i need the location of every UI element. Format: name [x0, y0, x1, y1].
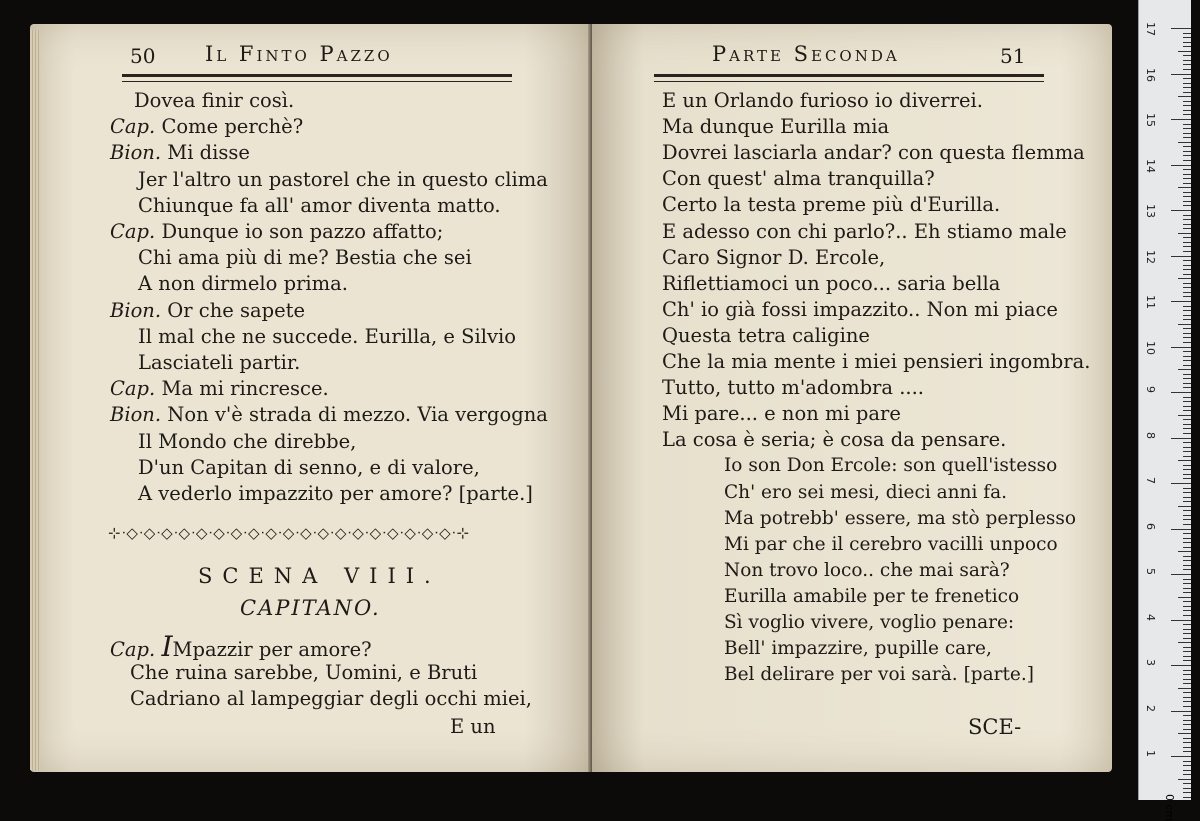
- ruler-minor-tick: [1183, 228, 1191, 229]
- text-line: Bel delirare per voi sarà. [parte.]: [724, 664, 1034, 686]
- ruler-minor-tick: [1183, 128, 1191, 129]
- measurement-ruler: [1138, 0, 1191, 821]
- ruler-minor-tick: [1183, 33, 1191, 34]
- ruler-number: 10: [1144, 340, 1157, 355]
- right-page-number: 51: [1000, 44, 1026, 68]
- text-line: [110, 404, 548, 426]
- text-line: [138, 431, 356, 453]
- ruler-minor-tick: [1183, 788, 1191, 789]
- verse-text: Or che sapete: [167, 298, 306, 322]
- verse-text: A vederlo impazzito per amore? [parte.]: [138, 482, 533, 505]
- verse-text: Cadriano al lampeggiar degli occhi miei,: [130, 687, 532, 710]
- header-rule: [122, 74, 512, 77]
- ruler-minor-tick: [1183, 592, 1191, 593]
- ruler-minor-tick: [1183, 292, 1191, 293]
- ruler-minor-tick: [1178, 551, 1191, 552]
- ruler-number: 7: [1144, 477, 1157, 484]
- text-line: Sì voglio vivere, voglio penare:: [724, 612, 1015, 633]
- ruler-number: 6: [1144, 522, 1157, 530]
- verse-text: Mpazzir per amore?: [172, 638, 372, 661]
- ruler-minor-tick: [1183, 697, 1191, 698]
- ruler-minor-tick: [1183, 133, 1191, 134]
- speaker-label: Cap.: [110, 115, 162, 139]
- text-line: Mi pare... e non mi pare: [662, 402, 901, 426]
- ruler-minor-tick: [1178, 51, 1191, 52]
- ruler-minor-tick: [1183, 729, 1191, 730]
- ruler-minor-tick: [1183, 715, 1191, 716]
- verse-text: Chi ama più di me? Bestia che sei: [138, 246, 472, 270]
- text-line: Riflettiamoci un poco... saria bella: [662, 271, 1001, 295]
- ruler-minor-tick: [1183, 124, 1191, 125]
- ruler-minor-tick: [1183, 251, 1191, 252]
- ruler-minor-tick: [1183, 283, 1191, 284]
- text-line: [110, 630, 372, 663]
- text-line: Io son Don Ercole: son quell'istesso: [724, 455, 1058, 477]
- text-line: E adesso con chi parlo?.. Eh stiamo male: [662, 219, 1067, 243]
- ruler-major-tick: [1171, 119, 1191, 120]
- ruler-minor-tick: [1183, 87, 1191, 88]
- ruler-minor-tick: [1183, 542, 1191, 543]
- ruler-minor-tick: [1183, 742, 1191, 743]
- text-line: [138, 352, 300, 374]
- ruler-minor-tick: [1183, 383, 1191, 384]
- verse-text: Il Mondo che direbbe,: [138, 429, 357, 453]
- verse-text: Ma mi rincresce.: [161, 377, 329, 401]
- text-line: [138, 195, 501, 217]
- ruler-minor-tick: [1183, 683, 1191, 684]
- ruler-major-tick: [1171, 665, 1191, 666]
- ruler-minor-tick: [1183, 333, 1191, 334]
- ruler-major-tick: [1171, 301, 1191, 302]
- ruler-minor-tick: [1183, 274, 1191, 275]
- ruler-minor-tick: [1183, 547, 1191, 548]
- ruler-minor-tick: [1183, 670, 1191, 671]
- ruler-minor-tick: [1183, 488, 1191, 489]
- verse-text: Dunque io son pazzo affatto;: [161, 220, 444, 243]
- ruler-minor-tick: [1183, 174, 1191, 175]
- ruler-minor-tick: [1183, 706, 1191, 707]
- ruler-minor-tick: [1183, 638, 1191, 639]
- ruler-major-tick: [1171, 574, 1191, 575]
- verse-text: Jer l'altro un pastorel che in questo clima: [138, 167, 548, 191]
- ruler-minor-tick: [1183, 105, 1191, 106]
- ruler-minor-tick: [1183, 747, 1191, 748]
- ruler-minor-tick: [1183, 433, 1191, 434]
- ruler-minor-tick: [1183, 765, 1191, 766]
- ruler-minor-tick: [1183, 169, 1191, 170]
- ruler-minor-tick: [1183, 37, 1191, 38]
- ruler-minor-tick: [1178, 142, 1191, 143]
- text-line: Tutto, tutto m'adombra ....: [662, 376, 924, 400]
- ruler-minor-tick: [1183, 46, 1191, 47]
- ruler-minor-tick: [1183, 146, 1191, 147]
- left-page: [30, 24, 592, 772]
- ruler-minor-tick: [1183, 269, 1191, 270]
- ruler-minor-tick: [1183, 565, 1191, 566]
- ruler-major-tick: [1171, 620, 1191, 621]
- ruler-minor-tick: [1183, 579, 1191, 580]
- ruler-minor-tick: [1183, 137, 1191, 138]
- ruler-minor-tick: [1183, 774, 1191, 775]
- ruler-minor-tick: [1183, 83, 1191, 84]
- left-catchword: E un: [450, 715, 496, 738]
- text-line: [110, 142, 250, 164]
- speaker-label: Cap.: [110, 220, 162, 243]
- verse-text: Mi disse: [167, 141, 250, 165]
- ruler-minor-tick: [1183, 205, 1191, 206]
- ruler-minor-tick: [1183, 679, 1191, 680]
- ruler-minor-tick: [1178, 779, 1191, 780]
- ruler-minor-tick: [1183, 456, 1191, 457]
- text-line: Ch' ero sei mesi, dieci anni fa.: [724, 481, 1008, 503]
- verse-text: Lasciateli partir.: [138, 351, 301, 374]
- ruler-minor-tick: [1183, 215, 1191, 216]
- ruler-minor-tick: [1183, 624, 1191, 625]
- ruler-major-tick: [1171, 28, 1191, 29]
- ruler-minor-tick: [1183, 615, 1191, 616]
- ruler-minor-tick: [1178, 642, 1191, 643]
- ruler-major-tick: [1171, 74, 1191, 75]
- page-edges: [30, 30, 40, 770]
- ruler-minor-tick: [1178, 278, 1191, 279]
- verse-text: Chiunque fa all' amor diventa matto.: [138, 193, 501, 217]
- ruler-minor-tick: [1183, 296, 1191, 297]
- ruler-minor-tick: [1183, 751, 1191, 752]
- ruler-minor-tick: [1183, 287, 1191, 288]
- header-rule-thin: [122, 81, 512, 82]
- text-line: [138, 326, 516, 348]
- header-rule: [654, 74, 1044, 77]
- speaker-label: Bion.: [110, 298, 168, 322]
- verse-text: Che ruina sarebbe, Uomini, e Bruti: [130, 661, 478, 684]
- ruler-minor-tick: [1183, 419, 1191, 420]
- speaker-label: Bion.: [110, 403, 168, 427]
- ruler-minor-tick: [1183, 219, 1191, 220]
- ruler-minor-tick: [1183, 374, 1191, 375]
- ruler-major-tick: [1171, 256, 1191, 257]
- ruler-minor-tick: [1183, 424, 1191, 425]
- ruler-major-tick: [1171, 392, 1191, 393]
- ruler-minor-tick: [1183, 510, 1191, 511]
- ruler-number: 16: [1144, 67, 1157, 82]
- ruler-major-tick: [1171, 529, 1191, 530]
- text-line: [138, 169, 548, 191]
- text-line: [110, 300, 305, 322]
- ruler-minor-tick: [1183, 601, 1191, 602]
- ruler-minor-tick: [1183, 260, 1191, 261]
- ruler-number: 14: [1144, 158, 1157, 173]
- text-line: Ma potrebb' essere, ma stò perplesso: [724, 507, 1077, 529]
- ruler-minor-tick: [1178, 187, 1191, 188]
- ruler-minor-tick: [1183, 60, 1191, 61]
- ruler-minor-tick: [1183, 660, 1191, 661]
- ornamental-divider: ⊹ᐧ◇ᐧ◇ᐧ◇ᐧ◇ᐧ◇ᐧ◇ᐧ◇ᐧ◇ᐧ◇ᐧ◇ᐧ◇ᐧ◇ᐧ◇ᐧ◇ᐧ◇ᐧ◇ᐧ◇ᐧ◇ᐧ◇ᐧ⊹: [108, 524, 471, 542]
- text-line: Certo la testa preme più d'Eurilla.: [662, 193, 1001, 217]
- ruler-number: 5: [1144, 568, 1157, 575]
- ruler-minor-tick: [1183, 378, 1191, 379]
- ruler-minor-tick: [1183, 465, 1191, 466]
- ruler-minor-tick: [1183, 406, 1191, 407]
- ruler-minor-tick: [1183, 92, 1191, 93]
- ruler-minor-tick: [1183, 55, 1191, 56]
- ruler-minor-tick: [1183, 101, 1191, 102]
- ruler-minor-tick: [1183, 556, 1191, 557]
- ruler-minor-tick: [1183, 178, 1191, 179]
- ruler-minor-tick: [1183, 610, 1191, 611]
- ruler-minor-tick: [1178, 96, 1191, 97]
- ruler-minor-tick: [1183, 538, 1191, 539]
- right-catchword: SCE-: [968, 715, 1022, 739]
- ruler-minor-tick: [1183, 351, 1191, 352]
- ruler-minor-tick: [1183, 310, 1191, 311]
- ruler-minor-tick: [1183, 701, 1191, 702]
- ruler-minor-tick: [1183, 792, 1191, 793]
- ruler-minor-tick: [1183, 365, 1191, 366]
- ruler-number: 15: [1144, 113, 1157, 127]
- ruler-minor-tick: [1183, 42, 1191, 43]
- ruler-minor-tick: [1178, 233, 1191, 234]
- text-line: Che la mia mente i miei pensieri ingombra.: [662, 350, 1091, 373]
- speaker-label: Bion.: [110, 141, 168, 165]
- ruler-unit: 0 cm: [1163, 794, 1176, 821]
- ruler-minor-tick: [1178, 415, 1191, 416]
- text-line: Mi par che il cerebro vacilli unpoco: [724, 533, 1058, 555]
- ruler-minor-tick: [1183, 515, 1191, 516]
- ruler-minor-tick: [1183, 192, 1191, 193]
- ruler-number: 11: [1144, 295, 1157, 309]
- ruler-minor-tick: [1183, 265, 1191, 266]
- ruler-number: 8: [1144, 431, 1157, 439]
- right-page: [592, 24, 1112, 772]
- ruler-minor-tick: [1183, 738, 1191, 739]
- ruler-minor-tick: [1183, 629, 1191, 630]
- ruler-number: 2: [1144, 704, 1157, 712]
- ruler-minor-tick: [1183, 692, 1191, 693]
- ruler-number: 4: [1144, 613, 1157, 621]
- ruler-minor-tick: [1183, 155, 1191, 156]
- text-line: Caro Signor D. Ercole,: [662, 245, 886, 269]
- ruler-minor-tick: [1183, 447, 1191, 448]
- verse-text: A non dirmelo prima.: [138, 272, 348, 296]
- text-line: Ch' io già fossi impazzito.. Non mi piace: [662, 297, 1058, 321]
- ruler-minor-tick: [1178, 369, 1191, 370]
- ruler-minor-tick: [1183, 114, 1191, 115]
- text-line: Eurilla amabile per te frenetico: [724, 585, 1020, 607]
- ruler-minor-tick: [1183, 560, 1191, 561]
- ruler-major-tick: [1171, 165, 1191, 166]
- ruler-minor-tick: [1183, 401, 1191, 402]
- text-line: [110, 116, 303, 138]
- ruler-minor-tick: [1183, 337, 1191, 338]
- ruler-major-tick: [1171, 438, 1191, 439]
- ruler-minor-tick: [1183, 533, 1191, 534]
- ruler-minor-tick: [1183, 524, 1191, 525]
- scene-heading: SCENA VIII.: [198, 564, 441, 588]
- ruler-minor-tick: [1183, 497, 1191, 498]
- ruler-minor-tick: [1183, 651, 1191, 652]
- verse-text: Come perchè?: [161, 115, 304, 139]
- ruler-minor-tick: [1183, 724, 1191, 725]
- ruler-minor-tick: [1183, 492, 1191, 493]
- ruler-minor-tick: [1183, 674, 1191, 675]
- ruler-minor-tick: [1183, 428, 1191, 429]
- ruler-minor-tick: [1183, 151, 1191, 152]
- ruler-minor-tick: [1183, 328, 1191, 329]
- ruler-minor-tick: [1178, 733, 1191, 734]
- ruler-number: 12: [1144, 249, 1157, 264]
- ruler-minor-tick: [1183, 237, 1191, 238]
- ruler-minor-tick: [1183, 519, 1191, 520]
- speaker-label: Cap.: [110, 638, 162, 661]
- ruler-minor-tick: [1183, 606, 1191, 607]
- ruler-minor-tick: [1183, 319, 1191, 320]
- open-book: [22, 24, 1112, 776]
- ruler-minor-tick: [1183, 633, 1191, 634]
- verse-text: Dovea finir così.: [134, 89, 295, 112]
- ruler-major-tick: [1171, 711, 1191, 712]
- text-line: [130, 688, 532, 710]
- text-line: Non trovo loco.. che mai sarà?: [724, 559, 1010, 581]
- ruler-minor-tick: [1183, 246, 1191, 247]
- ruler-minor-tick: [1183, 356, 1191, 357]
- ruler-number: 1: [1144, 750, 1157, 757]
- ruler-minor-tick: [1183, 64, 1191, 65]
- ruler-number: 3: [1144, 659, 1157, 666]
- text-line: [130, 662, 477, 684]
- text-line: [138, 483, 533, 505]
- ruler-minor-tick: [1183, 451, 1191, 452]
- ruler-minor-tick: [1178, 688, 1191, 689]
- text-line: [138, 247, 472, 269]
- right-running-head: Parte Seconda: [712, 42, 900, 66]
- ruler-minor-tick: [1183, 397, 1191, 398]
- ruler-minor-tick: [1183, 442, 1191, 443]
- ruler-minor-tick: [1178, 460, 1191, 461]
- ruler-minor-tick: [1183, 501, 1191, 502]
- text-line: [138, 273, 348, 295]
- ruler-minor-tick: [1183, 569, 1191, 570]
- ruler-number: 17: [1144, 22, 1157, 36]
- text-line: Ma dunque Eurilla mia: [662, 115, 890, 139]
- drop-cap: I: [161, 630, 173, 663]
- ruler-minor-tick: [1183, 474, 1191, 475]
- text-line: [138, 457, 480, 479]
- ruler-major-tick: [1171, 483, 1191, 484]
- text-line: [110, 221, 443, 243]
- verse-text: Non v'è strada di mezzo. Via vergogna: [167, 403, 548, 427]
- ruler-minor-tick: [1178, 597, 1191, 598]
- ruler-minor-tick: [1183, 315, 1191, 316]
- text-line: Con quest' alma tranquilla?: [662, 167, 935, 191]
- ruler-minor-tick: [1183, 201, 1191, 202]
- speaker-label: Cap.: [110, 377, 162, 401]
- text-line: [110, 378, 329, 400]
- ruler-minor-tick: [1178, 324, 1191, 325]
- ruler-minor-tick: [1183, 224, 1191, 225]
- ruler-minor-tick: [1183, 69, 1191, 70]
- header-rule-thin: [654, 81, 1044, 82]
- ruler-minor-tick: [1183, 183, 1191, 184]
- ruler-minor-tick: [1183, 588, 1191, 589]
- ruler-minor-tick: [1183, 797, 1191, 798]
- ruler-minor-tick: [1183, 770, 1191, 771]
- ruler-minor-tick: [1183, 583, 1191, 584]
- ruler-number: 13: [1144, 204, 1157, 218]
- text-line: [134, 90, 294, 112]
- ruler-minor-tick: [1183, 110, 1191, 111]
- text-line: La cosa è seria; è cosa da pensare.: [662, 428, 1007, 452]
- verse-text: Il mal che ne succede. Eurilla, e Silvio: [138, 324, 516, 348]
- scene-character: CAPITANO.: [240, 596, 381, 620]
- ruler-minor-tick: [1178, 506, 1191, 507]
- ruler-minor-tick: [1183, 306, 1191, 307]
- ruler-minor-tick: [1183, 720, 1191, 721]
- ruler-minor-tick: [1183, 783, 1191, 784]
- ruler-minor-tick: [1183, 242, 1191, 243]
- ruler-number: 9: [1144, 386, 1157, 393]
- ruler-minor-tick: [1183, 387, 1191, 388]
- ruler-minor-tick: [1183, 78, 1191, 79]
- ruler-minor-tick: [1183, 360, 1191, 361]
- ruler-minor-tick: [1183, 160, 1191, 161]
- text-line: Questa tetra caligine: [662, 323, 870, 347]
- left-running-head: Il Finto Pazzo: [205, 42, 393, 66]
- text-line: Dovrei lasciarla andar? con questa flemma: [662, 141, 1085, 165]
- ruler-minor-tick: [1183, 761, 1191, 762]
- left-page-number: 50: [130, 44, 156, 68]
- ruler-minor-tick: [1183, 469, 1191, 470]
- ruler-minor-tick: [1183, 478, 1191, 479]
- ruler-major-tick: [1171, 756, 1191, 757]
- ruler-minor-tick: [1183, 342, 1191, 343]
- text-line: E un Orlando furioso io diverrei.: [662, 89, 983, 112]
- ruler-minor-tick: [1183, 196, 1191, 197]
- ruler-minor-tick: [1183, 656, 1191, 657]
- ruler-major-tick: [1171, 347, 1191, 348]
- verse-text: D'un Capitan di senno, e di valore,: [138, 455, 480, 479]
- ruler-major-tick: [1171, 210, 1191, 211]
- ruler-minor-tick: [1183, 410, 1191, 411]
- ruler-minor-tick: [1183, 647, 1191, 648]
- text-line: Bell' impazzire, pupille care,: [724, 638, 992, 660]
